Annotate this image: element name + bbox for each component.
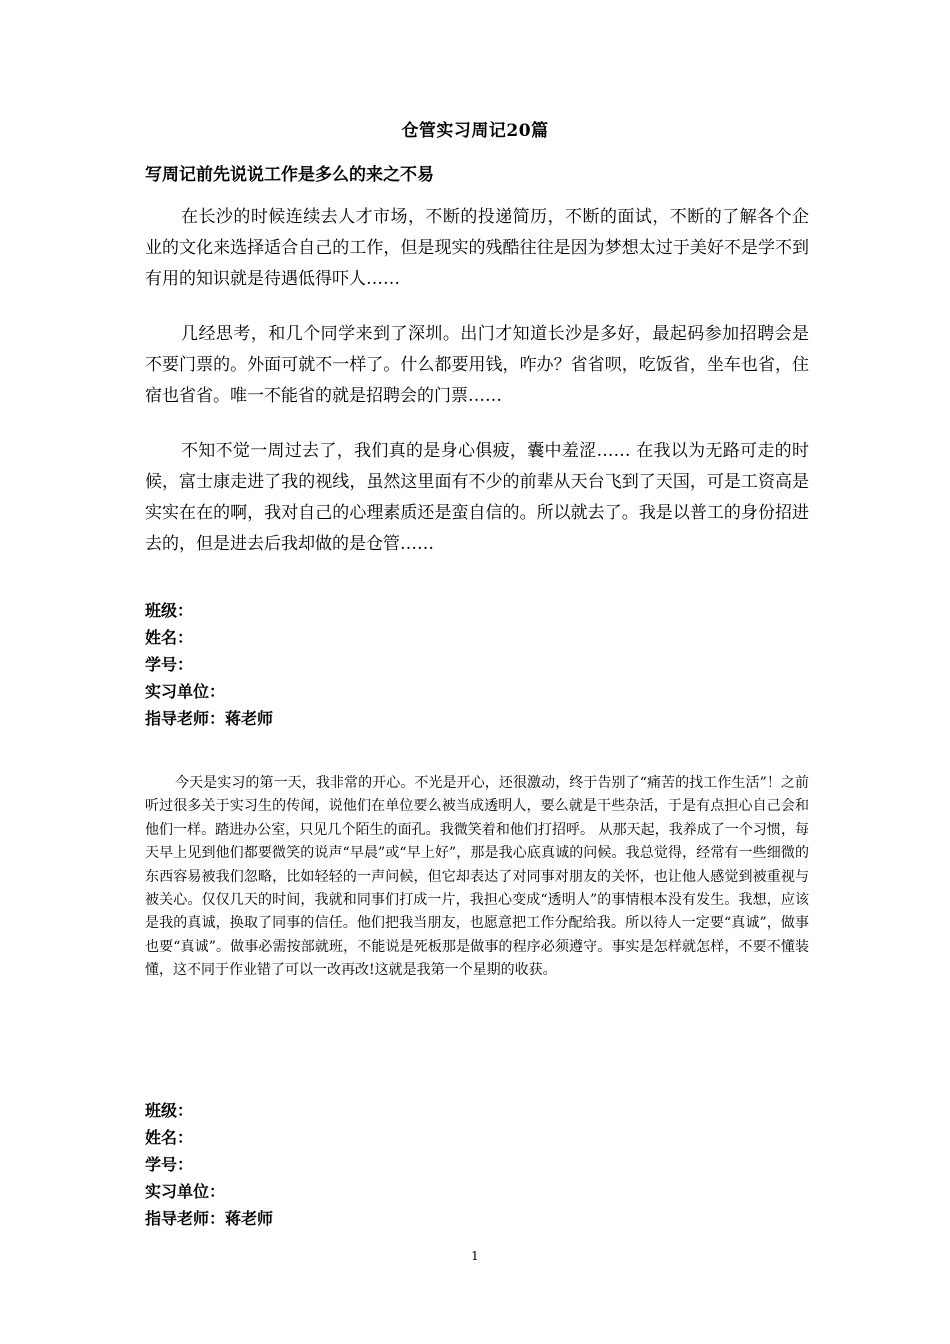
intro-paragraph-1: 在长沙的时候连续去人才市场，不断的投递简历，不断的面试，不断的了解各个企业的文化来选择适合自己的工作，但是现实的残酷往往是因为梦想太过于美好不是学不到有用的知识就是待遇低得吓人……	[145, 207, 809, 289]
student-id-label: 学号：	[145, 655, 194, 674]
advisor-line: 指导老师：蒋老师	[145, 1209, 274, 1228]
week-1-journal-text: 今天是实习的第一天，我非常的开心。不光是开心，还很激动，终于告别了“痛苦的找工作生活”！之前听过很多关于实习生的传闻，说他们在单位要么被当成透明人，要么就是干些杂活，于是有点担心自己会和他们一样。踏进办公室，只见几个陌生的面孔。我微笑着和他们打招呼。 从那天起，我养成了一个习惯，每天早上见到他们都要微笑的说声“早晨”或“早上好”，那是我心底真诚的问候。我总觉得，经常有一些细微的东西容易被我们忽略，比如轻轻的一声问候，但它却表达了对同事对朋友的关怀，也让他人感觉到被重视与被关心。仅仅几天的时间，我就和同事们打成一片，我担心变成“透明人”的事情根本没有发生。我想，应该是我的真诚，换取了同事的信任。他们把我当朋友，也愿意把工作分配给我。所以待人一定要“真诚”，做事也要“真诚”。做事必需按部就班，不能说是死板那是做事的程序必须遵守。事实是怎样就怎样，不要不懂装懂，这不同于作业错了可以一改再改!这就是我第一个星期的收获。	[145, 775, 809, 979]
class-label: 班级：	[145, 601, 194, 620]
name-label: 姓名：	[145, 628, 194, 647]
intro-paragraph-2: 几经思考，和几个同学来到了深圳。出门才知道长沙是多好，最起码参加招聘会是不要门票的。外面可就不一样了。什么都要用钱，咋办？省省呗，吃饭省，坐车也省，住宿也省省。唯一不能省的就是招聘会的门票……	[145, 324, 809, 406]
student-id-label: 学号：	[145, 1155, 194, 1174]
page-number: 1	[471, 1249, 479, 1263]
class-label: 班级：	[145, 1101, 194, 1120]
document-title: 仓管实习周记20篇	[401, 121, 549, 141]
internship-unit-label: 实习单位：	[145, 1182, 226, 1201]
name-label: 姓名：	[145, 1128, 194, 1147]
advisor-line: 指导老师：蒋老师	[145, 709, 274, 728]
internship-unit-label: 实习单位：	[145, 682, 226, 701]
student-info-block-1	[145, 597, 273, 732]
student-info-block-2	[145, 1097, 273, 1232]
intro-paragraph-3: 不知不觉一周过去了，我们真的是身心俱疲，囊中羞涩…… 在我以为无路可走的时候，富士康走进了我的视线，虽然这里面有不少的前辈从天台飞到了天国，可是工资高是实实在在的啊，我对自己的心理素质还是蛮自信的。所以就去了。我是以普工的身份招进去的，但是进去后我却做的是仓管……	[145, 441, 809, 554]
section-heading: 写周记前先说说工作是多么的来之不易	[145, 165, 434, 185]
